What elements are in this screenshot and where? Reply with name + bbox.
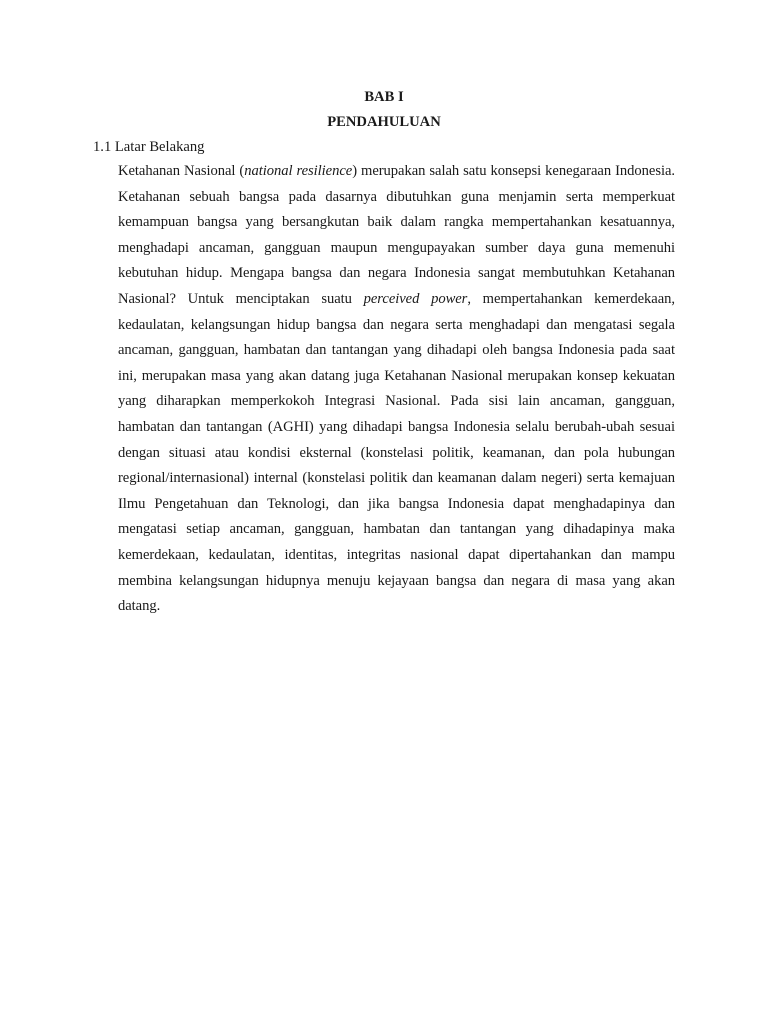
- paragraph-text-2: ) merupakan salah satu konsepsi kenegaraan Indonesia. Ketahanan sebuah bangsa pada dasarnya dibutuhkan guna menjamin serta memperkuat kemampuan bangsa yang bersangkutan baik dalam rangka mempertahankan kesatuannya, menghadapi ancaman, gangguan maupun mengupayakan sumber daya guna memenuhi kebutuhan hidup. Mengapa bangsa dan negara Indonesia sangat membutuhkan Ketahanan Nasional? Untuk menciptakan suatu: [118, 163, 675, 307]
- chapter-title: PENDAHULUAN: [327, 114, 441, 130]
- body-paragraph: [118, 159, 675, 620]
- chapter-number: BAB I: [364, 89, 404, 105]
- paragraph-text-1: Ketahanan Nasional (: [118, 163, 245, 179]
- paragraph-italic-term-2: perceived power: [363, 290, 468, 307]
- section-heading: 1.1 Latar Belakang: [93, 139, 205, 155]
- paragraph-italic-term-1: national resilience: [244, 163, 353, 179]
- paragraph-text-3: , mempertahankan kemerdekaan, kedaulatan, kelangsungan hidup bangsa dan negara serta menghadapi dan mengatasi segala ancaman, gangguan, hambatan dan tantangan yang dihadapi oleh bangsa Indonesia pada saat ini, merupakan masa yang akan datang juga Ketahanan Nasional merupakan konsep kekuatan yang diharapkan memperkokoh Integrasi Nasional. Pada sisi lain ancaman, gangguan, hambatan dan tantangan (AGHI) yang dihadapi bangsa Indonesia selalu berubah-ubah sesuai dengan situasi atau kondisi eksternal (konstelasi politik, keamanan, dan pola hubungan regional/internasional) internal (konstelasi politik dan keamanan dalam negeri) serta kemajuan Ilmu Pengetahuan dan Teknologi, dan jika bangsa Indonesia dapat menghadapinya dan mengatasi setiap ancaman, gangguan, hambatan dan tantangan yang dihadapinya maka kemerdekaan, kedaulatan, identitas, integritas nasional dapat dipertahankan dan mampu membina kelangsungan hidupnya menuju kejayaan bangsa dan negara di masa yang akan datang.: [118, 290, 675, 615]
